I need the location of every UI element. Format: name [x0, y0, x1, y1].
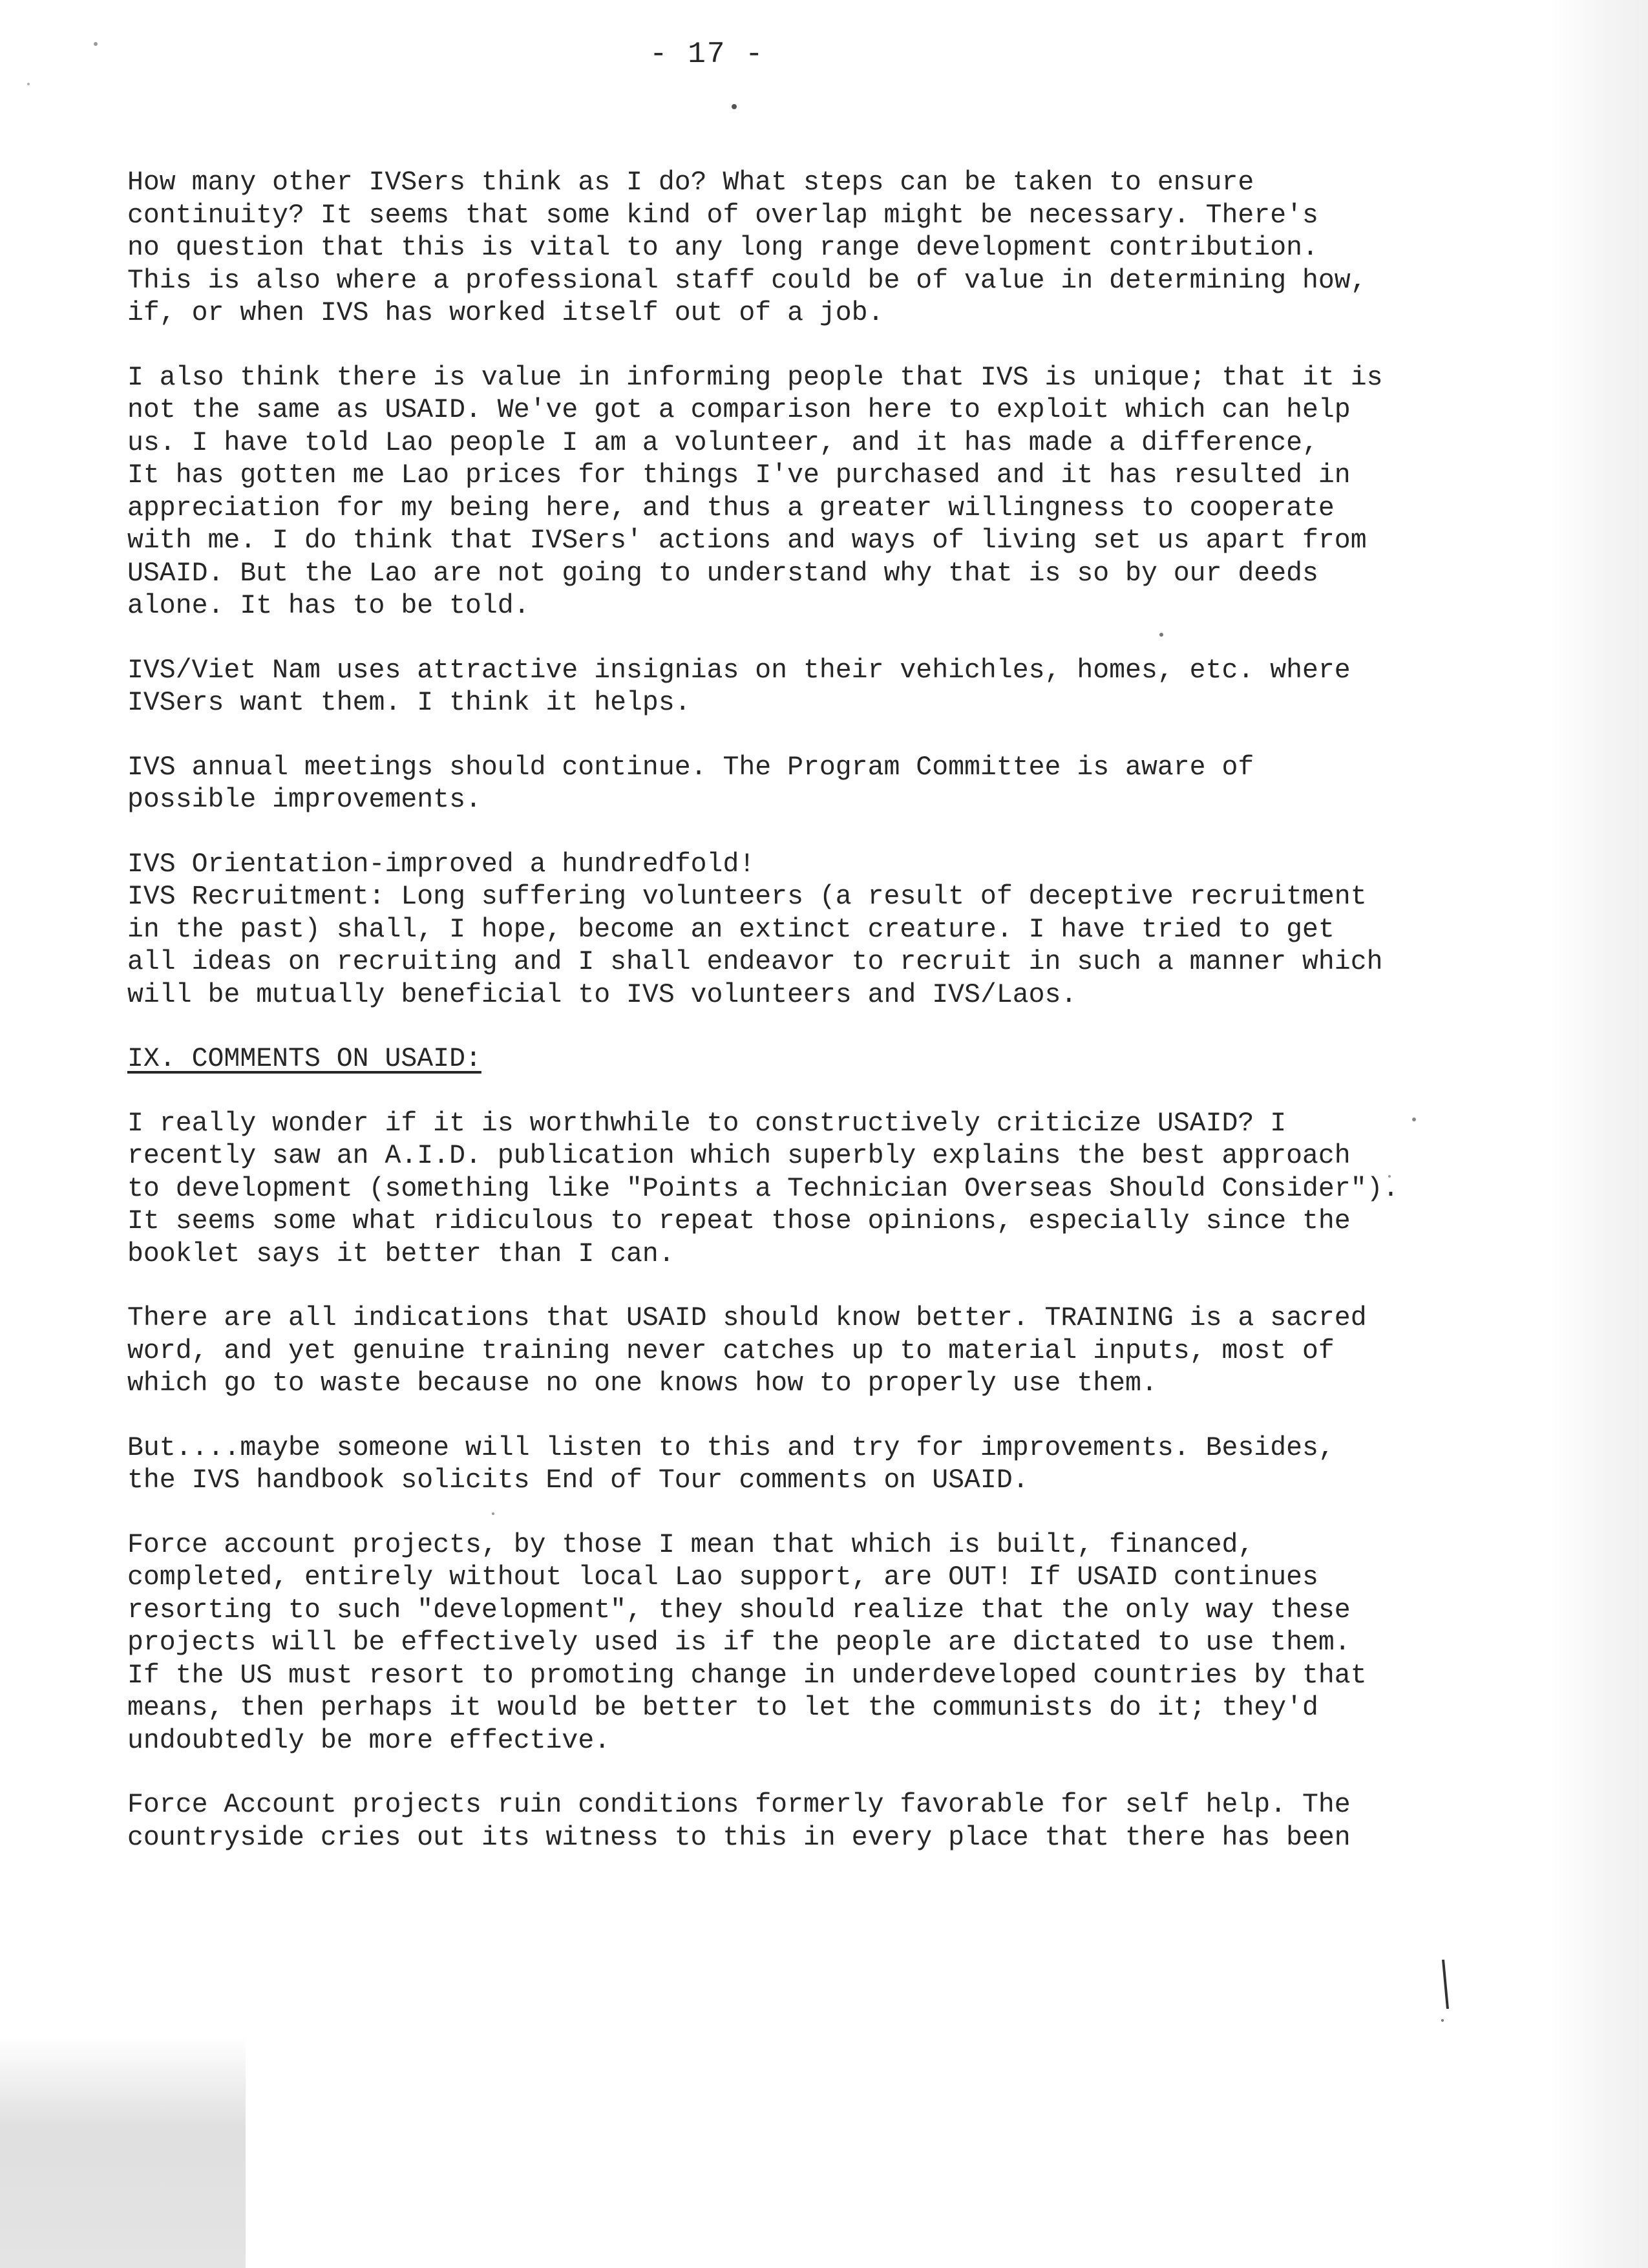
text-line: Force account projects, by those I mean that which is built, financed,	[127, 1529, 1254, 1560]
text-line: word, and yet genuine training never catches up to material inputs, most of	[127, 1335, 1335, 1366]
text-line: completed, entirely without local Lao support, are OUT! If USAID continues	[127, 1562, 1318, 1593]
paragraph-ivsers-continuity	[127, 167, 1549, 330]
text-line: IVS/Viet Nam uses attractive insignias on their vehichles, homes, etc. where	[127, 655, 1351, 686]
text-line: alone. It has to be told.	[127, 591, 530, 621]
text-line: will be mutually beneficial to IVS volunteers and IVS/Laos.	[127, 979, 1077, 1010]
text-line: How many other IVSers think as I do? What steps can be taken to ensure	[127, 167, 1254, 198]
text-line: There are all indications that USAID should know better. TRAINING is a sacred	[127, 1303, 1367, 1333]
text-line: us. I have told Lao people I am a volunteer, and it has made a difference,	[127, 427, 1318, 458]
paragraph-improvements	[127, 1432, 1549, 1498]
text-line: IVS annual meetings should continue. The Program Committee is aware of	[127, 752, 1254, 783]
text-line: recently saw an A.I.D. publication which superbly explains the best approach	[127, 1141, 1351, 1171]
text-line: which go to waste because no one knows how to properly use them.	[127, 1368, 1157, 1399]
text-line: But....maybe someone will listen to this and try for improvements. Besides,	[127, 1432, 1335, 1463]
text-line: Force Account projects ruin conditions formerly favorable for self help. The	[127, 1790, 1351, 1820]
paragraph-orientation-recruitment	[127, 849, 1549, 1012]
text-line: no question that this is vital to any long range development contribution.	[127, 233, 1318, 263]
text-line: possible improvements.	[127, 785, 481, 815]
text-line: undoubtedly be more effective.	[127, 1725, 611, 1756]
text-line: I really wonder if it is worthwhile to constructively criticize USAID? I	[127, 1108, 1287, 1139]
page-number: - 17 -	[650, 37, 765, 71]
text-line: IVS Orientation-improved a hundredfold!	[127, 849, 755, 880]
text-line: means, then perhaps it would be better to let the communists do it; they'd	[127, 1693, 1318, 1723]
paragraph-ivs-unique	[127, 362, 1549, 623]
paragraph-force-account	[127, 1529, 1549, 1758]
text-line: It has gotten me Lao prices for things I've purchased and it has resulted in	[127, 460, 1351, 491]
text-line: IVS Recruitment: Long suffering volunteers (a result of deceptive recruitment	[127, 882, 1367, 912]
section-heading-usaid-comments	[127, 1043, 1549, 1076]
paragraph-insignias	[127, 655, 1549, 720]
text-line: booklet says it better than I can.	[127, 1238, 675, 1269]
text-line: resorting to such "development", they should realize that the only way these	[127, 1595, 1351, 1626]
text-line: This is also where a professional staff could be of value in determining how,	[127, 265, 1367, 296]
paragraph-annual-meetings	[127, 752, 1549, 817]
document-body	[127, 167, 1549, 1886]
text-line: It seems some what ridiculous to repeat those opinions, especially since the	[127, 1206, 1351, 1236]
text-line: if, or when IVS has worked itself out of a job.	[127, 298, 884, 328]
text-line: not the same as USAID. We've got a comparison here to exploit which can help	[127, 395, 1351, 425]
paragraph-criticize-usaid	[127, 1108, 1549, 1271]
paragraph-training	[127, 1302, 1549, 1401]
text-line: IVSers want them. I think it helps.	[127, 688, 691, 718]
text-line: projects will be effectively used is if the people are dictated to use them.	[127, 1627, 1351, 1658]
text-line: countryside cries out its witness to this in every place that there has been	[127, 1822, 1351, 1853]
paragraph-self-help	[127, 1789, 1549, 1854]
section-heading: IX. COMMENTS ON USAID:	[127, 1044, 481, 1074]
text-line: all ideas on recruiting and I shall endeavor to recruit in such a manner which	[127, 947, 1383, 977]
text-line: to development (something like "Points a Technician Overseas Should Consider").	[127, 1173, 1399, 1204]
text-line: If the US must resort to promoting change in underdeveloped countries by that	[127, 1660, 1367, 1691]
text-line: appreciation for my being here, and thus a greater willingness to cooperate	[127, 493, 1335, 524]
text-line: the IVS handbook solicits End of Tour comments on USAID.	[127, 1465, 1029, 1496]
text-line: with me. I do think that IVSers' actions and ways of living set us apart from	[127, 525, 1367, 556]
text-line: continuity? It seems that some kind of overlap might be necessary. There's	[127, 200, 1318, 231]
text-line: in the past) shall, I hope, become an extinct creature. I have tried to get	[127, 914, 1335, 945]
text-line: USAID. But the Lao are not going to understand why that is so by our deeds	[127, 558, 1318, 589]
text-line: I also think there is value in informing people that IVS is unique; that it is	[127, 362, 1383, 393]
